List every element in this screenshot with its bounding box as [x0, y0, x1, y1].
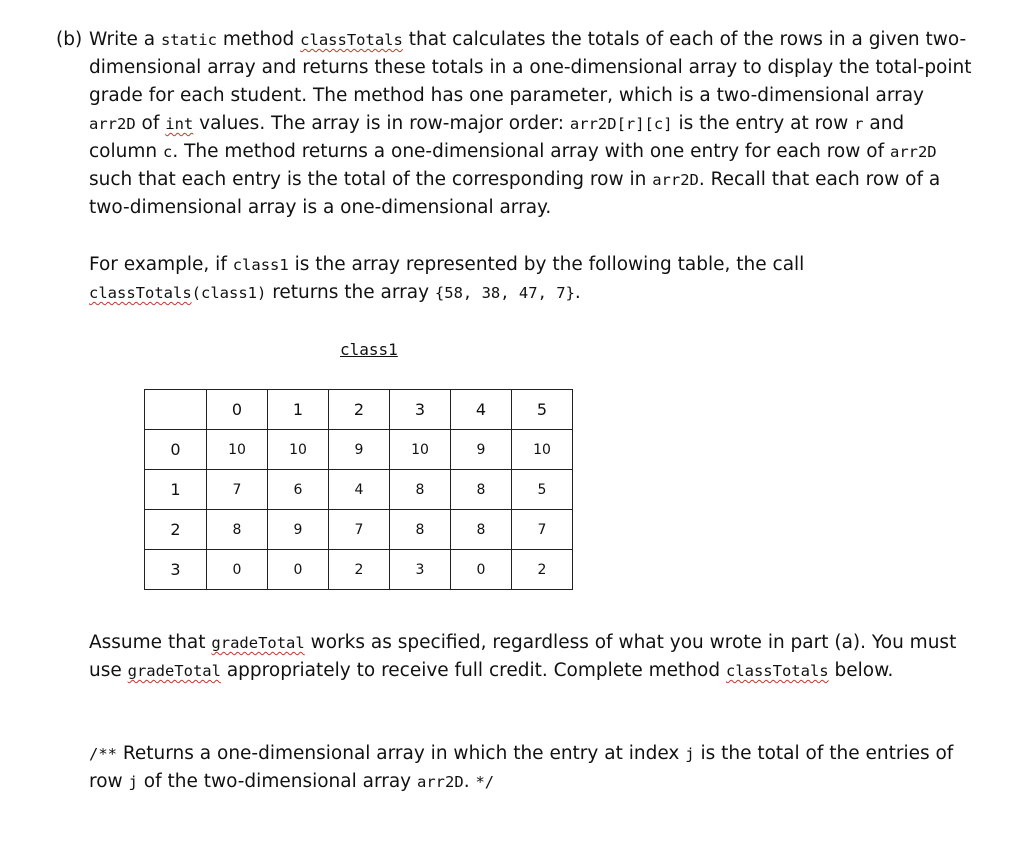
table-cell: 8: [207, 510, 268, 550]
code-arr2d: arr2D: [889, 143, 937, 161]
table-row: [145, 430, 573, 470]
code-static: static: [160, 31, 217, 49]
table-row: [145, 470, 573, 510]
code-c: c: [162, 143, 173, 161]
code-gradetotal: gradeTotal: [211, 634, 305, 652]
table-header-row: [145, 390, 573, 430]
text: Write a: [89, 29, 161, 50]
table-cell: 9: [329, 430, 390, 470]
table-cell: 7: [512, 510, 573, 550]
col-header: 5: [512, 390, 573, 430]
part-b-paragraph: [56, 26, 976, 222]
table-cell: 6: [268, 470, 329, 510]
table-cell: 10: [268, 430, 329, 470]
code-j: j: [685, 745, 695, 763]
class1-table: [144, 389, 573, 590]
table-cell: 0: [451, 550, 512, 590]
text: method: [216, 29, 301, 50]
table-cell: 8: [451, 470, 512, 510]
table-cell: 8: [390, 510, 451, 550]
table-corner-cell: [145, 390, 207, 430]
text: of: [135, 113, 166, 134]
text: Assume that: [89, 632, 212, 653]
table-caption: class1: [340, 340, 398, 359]
part-label: (b): [56, 29, 83, 50]
method-comment: [89, 740, 989, 796]
text: . Recall that each row of a two-dimensional array is a one-dimensional array.: [89, 169, 941, 218]
table-cell: 0: [207, 550, 268, 590]
col-header: 4: [451, 390, 512, 430]
text: below.: [828, 660, 894, 681]
table-cell: 7: [329, 510, 390, 550]
part-b-text: [89, 26, 976, 222]
table-cell: 8: [390, 470, 451, 510]
code-int: int: [165, 115, 194, 133]
table-cell: 3: [390, 550, 451, 590]
col-header: 1: [268, 390, 329, 430]
code-class1: class1: [232, 256, 289, 274]
col-header: 2: [329, 390, 390, 430]
text: .: [463, 771, 476, 792]
code-r: r: [854, 115, 864, 133]
code-arr2d-rc: arr2D[r][c]: [569, 115, 673, 133]
table-cell: 10: [390, 430, 451, 470]
col-header: 0: [207, 390, 268, 430]
example-paragraph: [89, 251, 969, 307]
table-cell: 7: [207, 470, 268, 510]
code-method-classtotals: classTotals: [300, 31, 403, 49]
text: returns the array: [266, 282, 435, 303]
row-header: 3: [145, 550, 207, 590]
table-row: [145, 550, 573, 590]
code-classtotals: classTotals: [725, 662, 829, 680]
text: and column: [89, 113, 905, 162]
row-header: 0: [145, 430, 207, 470]
text: .: [574, 282, 581, 303]
table-cell: 9: [451, 430, 512, 470]
text: appropriately to receive full credit. Complete method: [220, 660, 726, 681]
table-cell: 10: [512, 430, 573, 470]
col-header: 3: [390, 390, 451, 430]
code-result-array: {58, 38, 47, 7}: [434, 284, 575, 302]
text: Returns a one-dimensional array in which the entry at index: [117, 743, 686, 764]
code-j: j: [128, 773, 138, 791]
text: such that each entry is the total of the corresponding row in: [89, 169, 653, 190]
comment-close: */: [475, 773, 495, 791]
text: works as specified, regardless of what you wrote in part (a). You must use: [89, 632, 957, 681]
table-cell: 2: [329, 550, 390, 590]
table-cell: 10: [207, 430, 268, 470]
code-call-method: classTotals: [89, 284, 192, 302]
text: values. The array is in row-major order:: [193, 113, 570, 134]
text: is the array represented by the following table, the call: [288, 254, 805, 275]
text: is the entry at row: [672, 113, 855, 134]
code-gradetotal: gradeTotal: [127, 662, 221, 680]
row-header: 1: [145, 470, 207, 510]
code-arr2d: arr2D: [89, 115, 136, 133]
table-cell: 0: [268, 550, 329, 590]
code-arr2d: arr2D: [417, 773, 464, 791]
text: is the total of the entries of row: [89, 743, 954, 792]
assume-paragraph: [89, 629, 989, 685]
text: For example, if: [89, 254, 233, 275]
table-cell: 5: [512, 470, 573, 510]
text: of the two-dimensional array: [137, 771, 418, 792]
row-header: 2: [145, 510, 207, 550]
comment-open: /**: [89, 745, 117, 763]
table-cell: 9: [268, 510, 329, 550]
code-arr2d: arr2D: [652, 171, 699, 189]
table-cell: 4: [329, 470, 390, 510]
text: . The method returns a one-dimensional array with one entry for each row of: [172, 141, 890, 162]
table-row: [145, 510, 573, 550]
table-cell: 2: [512, 550, 573, 590]
code-call-args: (class1): [191, 284, 267, 302]
table-cell: 8: [451, 510, 512, 550]
text: that calculates the totals of each of the rows in a given two-dimensional array and returns these totals in a one-dimensional array to display the total-point grade for each student. The method has one parameter, which is a two-dimensional array: [89, 29, 972, 106]
